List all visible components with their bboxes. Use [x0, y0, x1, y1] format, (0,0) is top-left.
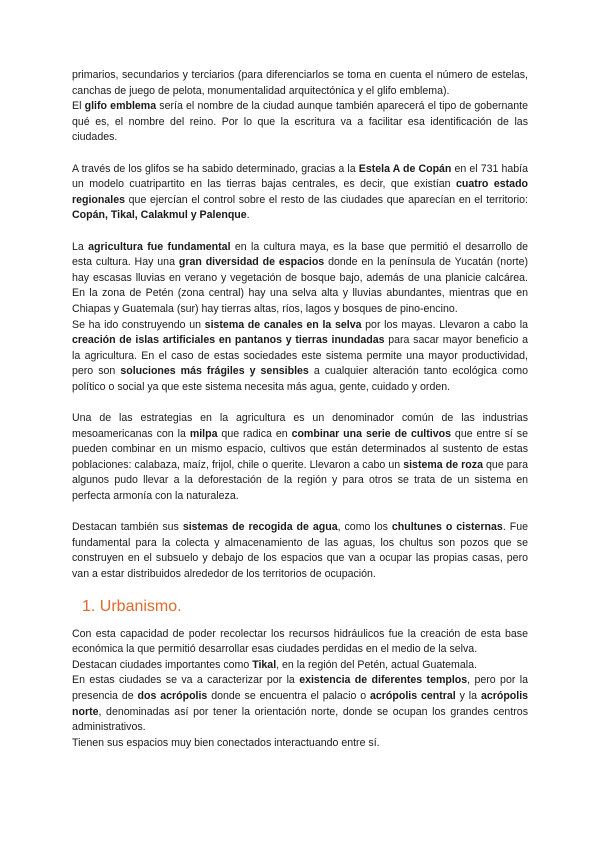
bold-term: cuatro estado regionales — [72, 178, 529, 206]
paragraph-recursos — [72, 627, 528, 658]
text-run: primarios, secundarios y terciarios (para diferenciarlos se toma en cuenta el número de estelas, canchas de juego de pelota, monumentalidad arquitectónica y el glifo emblema). — [72, 69, 528, 97]
text-run: sería el nombre de la ciudad aunque también aparecerá el tipo de gobernante qué es, el nombre del reino. Por lo que la escritura va a facilitar esa identificación de las ciudades. — [72, 100, 528, 144]
bold-term: Estela A de Copán — [358, 162, 452, 175]
bold-term: chultunes o cisternas — [391, 521, 503, 534]
bold-term: sistema de canales en la selva — [204, 318, 362, 331]
paragraph-ranks — [72, 68, 528, 99]
text-run: que ejercían el control sobre el resto de las ciudades que aparecían en el territorio: — [125, 193, 528, 206]
bold-term: sistema de roza — [403, 458, 483, 471]
text-run: y la — [455, 689, 481, 702]
text-run: Destacan ciudades importantes como — [72, 658, 253, 671]
text-run: que radica en — [217, 427, 292, 440]
text-run: donde se encuentra el palacio o — [207, 689, 370, 702]
text-run: . — [246, 209, 250, 222]
text-run: Se ha ido construyendo un — [72, 318, 205, 331]
text-run: Tienen sus espacios muy bien conectados interactuando entre sí. — [72, 736, 380, 749]
text-run: por los mayas. Llevaron a cabo la — [361, 318, 528, 331]
text-run: a cualquier alteración tanto ecológica como político o social ya que este sistema necesita más agua, gente, cuidado y orden. — [72, 365, 528, 393]
bold-term: sistemas de recogida de agua — [182, 521, 338, 534]
text-run: en el 731 había un modelo cuatripartito en las tierras bajas centrales, es decir, que existían — [72, 162, 528, 191]
paragraph-templos — [72, 673, 528, 735]
bold-term: acrópolis central — [370, 689, 456, 702]
bold-term: glifo emblema — [84, 100, 157, 113]
bold-term: dos acrópolis — [137, 689, 208, 702]
paragraph-tikal — [72, 658, 528, 674]
text-run: Destacan también sus — [72, 521, 183, 534]
bold-term: combinar una serie de cultivos — [291, 427, 451, 440]
bold-term: milpa — [189, 427, 218, 440]
bold-term: soluciones más frágiles y sensibles — [120, 365, 309, 378]
text-run: En estas ciudades se va a caracterizar por la — [72, 674, 300, 687]
bold-term: agricultura fue fundamental — [88, 240, 231, 253]
text-run: , en la región del Petén, actual Guatemala. — [276, 658, 477, 671]
text-run: Con esta capacidad de poder recolectar los recursos hidráulicos fue la creación de esta base económica la que permitió desarrollar esas ciudades perdidas en el medio de la selva. — [72, 627, 528, 656]
paragraph-agricultura — [72, 240, 528, 318]
text-run: donde en la península de Yucatán (norte) hay escasas lluvias en verano y vegetación de bosque bajo, además de una planicie calcárea. En la zona de Petén (zona central) hay una selva alta y lluvias abundantes, mientras que en Chiapas y Guatemala (sur) hay tierras altas, ríos, lagos y bosques de pino-encino. — [72, 256, 528, 315]
section-heading-urbanismo: 1. Urbanismo. — [82, 597, 182, 615]
text-run: El — [72, 100, 85, 113]
bold-term: Copán, Tikal, Calakmul y Palenque — [72, 209, 247, 222]
paragraph-estela-copan — [72, 162, 528, 224]
text-run: Una de las estrategias en la agricultura es un denominador común de las industrias mesoamericanas con la — [72, 412, 528, 440]
bold-term: acrópolis norte — [72, 689, 529, 718]
text-run: para sacar mayor beneficio a la agricultura. En el caso de estas sociedades este sistema permite una mayor productividad, pero son — [72, 334, 528, 378]
text-run: en la cultura maya, es la base que permitió el desarrollo de esta cultura. Hay una — [72, 240, 528, 269]
bold-term: Tikal — [252, 658, 277, 671]
bold-term: gran diversidad de espacios — [178, 256, 325, 269]
text-run: , como los — [337, 521, 392, 534]
text-run: que para algunos pudo llevar a la deforestación de la región y para otros se trata de un sistema en perfecta armonía con la naturaleza. — [72, 458, 528, 503]
text-run: , denominadas así por tener la orientación norte, donde se ocupan los grandes centros administrativos. — [72, 705, 528, 734]
text-run: La — [72, 240, 89, 253]
paragraph-agua — [72, 520, 528, 582]
bold-term: creación de islas artificiales en pantanos y tierras inundadas — [72, 334, 385, 347]
text-run: . Fue fundamental para la colecta y almacenamiento de las aguas, los chultus son pozos que se construyen en el subsuelo y debajo de los espacios que van a ocupar las propias casas, pero van a estar distribuidos alrededor de los territorios de ocupación. — [72, 521, 528, 580]
text-run: que entre sí se pueden combinar en un mismo espacio, cultivos que están determinados al sustento de estas poblaciones: calabaza, maíz, frijol, chile o querite. Llevaron a cabo un — [72, 427, 528, 471]
text-run: , pero por la presencia de — [72, 674, 528, 702]
paragraph-glifo-emblema — [72, 99, 528, 146]
document-page — [72, 68, 528, 751]
text-run: A través de los glifos se ha sabido determinado, gracias a la — [72, 162, 359, 175]
paragraph-espacios — [72, 736, 528, 752]
paragraph-canales — [72, 318, 528, 396]
bold-term: existencia de diferentes templos — [299, 674, 468, 687]
paragraph-milpa — [72, 411, 528, 505]
